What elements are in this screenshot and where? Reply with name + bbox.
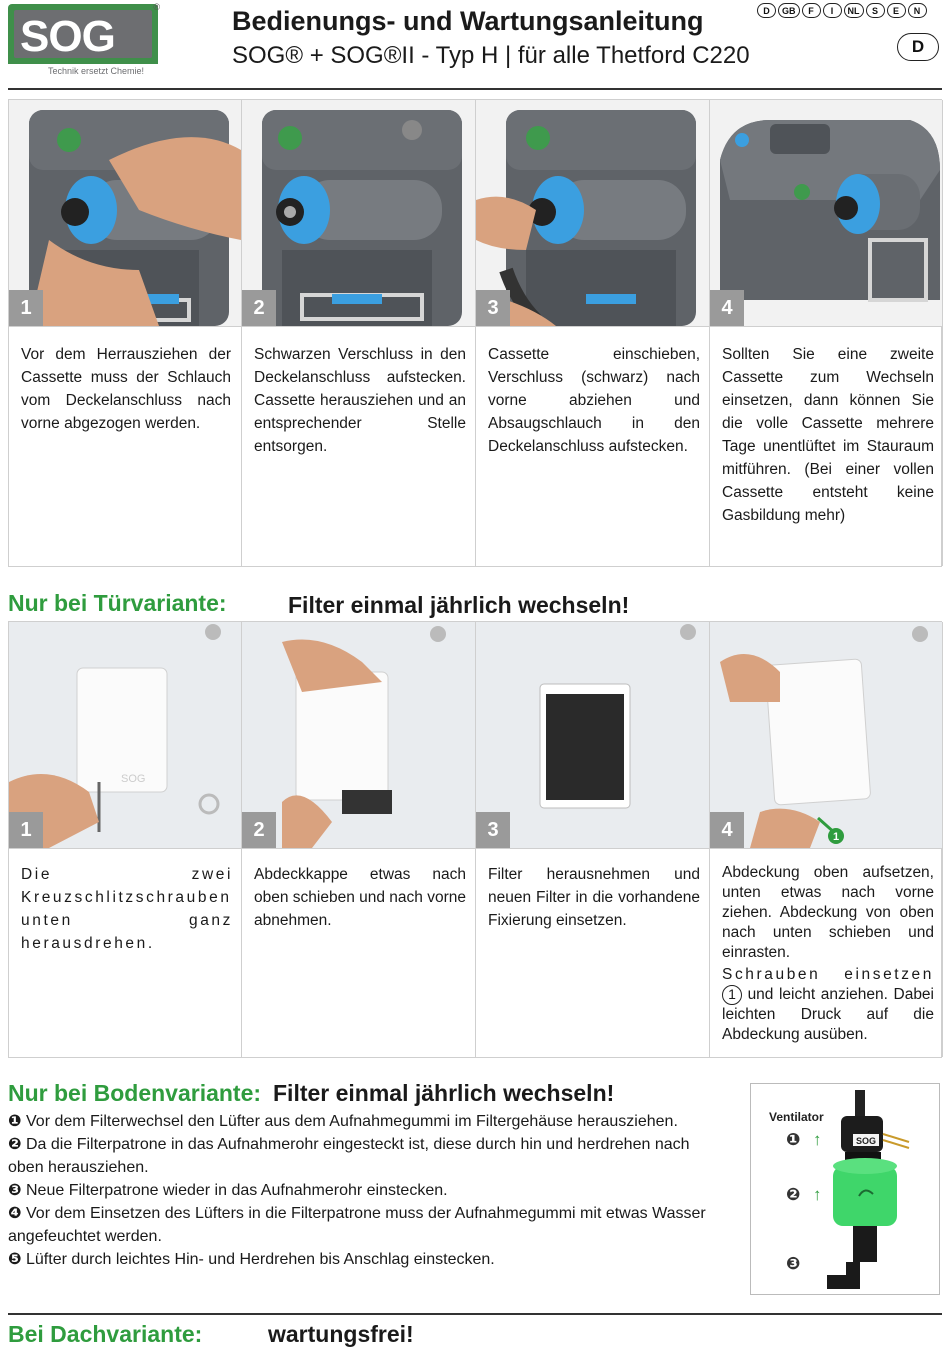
current-language-badge: D xyxy=(897,33,939,61)
step-badge: 2 xyxy=(242,812,276,848)
lang-f[interactable]: F xyxy=(802,3,821,18)
floor-variant-subheading: Filter einmal jährlich wechseln! xyxy=(273,1080,615,1106)
door-photo-3 xyxy=(476,622,709,848)
cassette-photo-4 xyxy=(710,100,942,326)
roof-variant-heading: Bei Dachvariante: xyxy=(8,1321,203,1347)
diagram-marker-1: ❶ xyxy=(786,1130,801,1149)
photo-divider xyxy=(9,326,941,327)
door-photo-2 xyxy=(242,622,475,848)
step-description-extra xyxy=(722,965,934,1045)
door-steps-grid xyxy=(8,621,942,1058)
roof-variant-subheading: wartungsfrei! xyxy=(268,1321,414,1347)
step-badge: 2 xyxy=(242,290,276,326)
step-description: Abdeckkappe etwas nach oben schieben und nach vorne abnehmen. xyxy=(254,866,466,929)
step-badge: 3 xyxy=(476,812,510,848)
step-badge: 1 xyxy=(9,290,43,326)
door-step-2 xyxy=(242,622,476,1057)
lang-i[interactable]: I xyxy=(823,3,842,18)
logo-tagline: Technik ersetzt Chemie! xyxy=(48,66,145,76)
header-divider xyxy=(8,88,942,90)
door-variant-subheading: Filter einmal jährlich wechseln! xyxy=(288,592,630,618)
cassette-photo-2 xyxy=(242,100,475,326)
screws-text-cont: und leicht anziehen. Dabei leichten Druck auf die Abdeckung ausüben. xyxy=(722,986,934,1043)
diagram-marker-3: ❸ xyxy=(786,1254,801,1273)
ventilator-illustration xyxy=(823,1086,941,1292)
step-description: Abdeckung oben aufsetzen, unten etwas nach vorne ziehen. Abdeckung von oben nach unten schieben und einrasten. xyxy=(722,864,934,961)
list-item: ❺ Lüfter durch leichtes Hin- und Herdrehen bis Anschlag einstecken. xyxy=(8,1251,495,1268)
step-badge: 4 xyxy=(710,812,744,848)
fan-logo: SOG xyxy=(855,1136,877,1146)
cassette-steps-grid xyxy=(8,99,942,567)
door-photo-1 xyxy=(9,622,241,848)
roof-divider xyxy=(8,1313,942,1315)
photo-divider xyxy=(9,848,941,849)
cassette-photo-3 xyxy=(476,100,709,326)
cassette-step-1 xyxy=(9,100,242,566)
step-badge: 1 xyxy=(9,812,43,848)
floor-variant-heading: Nur bei Bodenvariante: xyxy=(8,1080,262,1106)
ventilator-label: Ventilator xyxy=(769,1110,824,1124)
door-step-4 xyxy=(710,622,943,1057)
logo-text: SOG xyxy=(20,12,115,61)
cover-logo: SOG xyxy=(121,773,146,785)
step-description: Vor dem Herrausziehen der Cassette muss der Schlauch vom Deckelanschluss nach vorne abgezogen werden. xyxy=(21,346,231,432)
photo-marker-1: 1 xyxy=(832,831,840,843)
lang-n[interactable]: N xyxy=(908,3,927,18)
logo-registered-mark: ® xyxy=(153,2,160,12)
lang-nl[interactable]: NL xyxy=(844,3,864,18)
arrow-up-icon: ↑ xyxy=(813,1130,822,1149)
cassette-step-4 xyxy=(710,100,943,566)
lang-s[interactable]: S xyxy=(866,3,885,18)
floor-instructions xyxy=(8,1110,723,1271)
lang-gb[interactable]: GB xyxy=(778,3,800,18)
cassette-step-2 xyxy=(242,100,476,566)
sog-logo xyxy=(8,4,160,78)
step-description: Schwarzen Verschluss in den Deckelanschluss aufstecken. Cassette herausziehen und an entsprechender Stelle entsorgen. xyxy=(254,346,466,455)
door-photo-4 xyxy=(710,622,942,848)
page-subtitle: SOG® + SOG®II - Typ H | für alle Thetford C220 xyxy=(232,42,750,69)
list-item: ❶ Vor dem Filterwechsel den Lüfter aus dem Aufnahmegummi im Filtergehäuse herausziehen. xyxy=(8,1113,678,1130)
step-description: Cassette einschieben, Verschluss (schwarz) nach vorne abziehen und Absaugschlauch in den Deckelanschluss aufstecken. xyxy=(488,346,700,455)
cassette-step-3 xyxy=(476,100,710,566)
arrow-up-icon: ↑ xyxy=(813,1185,822,1204)
diagram-marker-2: ❷ xyxy=(786,1185,801,1204)
cassette-photo-1 xyxy=(9,100,241,326)
step-badge: 4 xyxy=(710,290,744,326)
step-description: Die zwei Kreuzschlitzschrauben unten ganz herausdrehen. xyxy=(21,866,233,952)
language-selector xyxy=(757,3,927,18)
list-item: ❹ Vor dem Einsetzen des Lüfters in die Filterpatrone muss der Aufnahmegummi mit etwas Wasser angefeuchtet werden. xyxy=(8,1205,706,1245)
step-description: Sollten Sie eine zweite Cassette zum Wechseln einsetzen, dann können Sie die volle Cassette mehrere Tage unentlüftet im Stauraum mitführen. (Bei einer vollen Cassette entsteht keine Gasbildung mehr) xyxy=(722,346,934,524)
door-variant-heading: Nur bei Türvariante: xyxy=(8,590,227,616)
door-step-3 xyxy=(476,622,710,1057)
lang-e[interactable]: E xyxy=(887,3,906,18)
lang-d[interactable]: D xyxy=(757,3,776,18)
step-description: Filter herausnehmen und neuen Filter in die vorhandene Fixierung einsetzen. xyxy=(488,866,700,929)
list-item: ❸ Neue Filterpatrone wieder in das Aufnahmerohr einstecken. xyxy=(8,1182,448,1199)
circled-marker: 1 xyxy=(722,985,742,1005)
screws-text: Schrauben einsetzen xyxy=(722,966,934,983)
door-step-1 xyxy=(9,622,242,1057)
ventilator-diagram xyxy=(750,1083,940,1295)
list-item: ❷ Da die Filterpatrone in das Aufnahmerohr eingesteckt ist, diese durch hin und herdrehen nach oben herausziehen. xyxy=(8,1136,690,1176)
page-title: Bedienungs- und Wartungsanleitung xyxy=(232,6,704,36)
step-badge: 3 xyxy=(476,290,510,326)
